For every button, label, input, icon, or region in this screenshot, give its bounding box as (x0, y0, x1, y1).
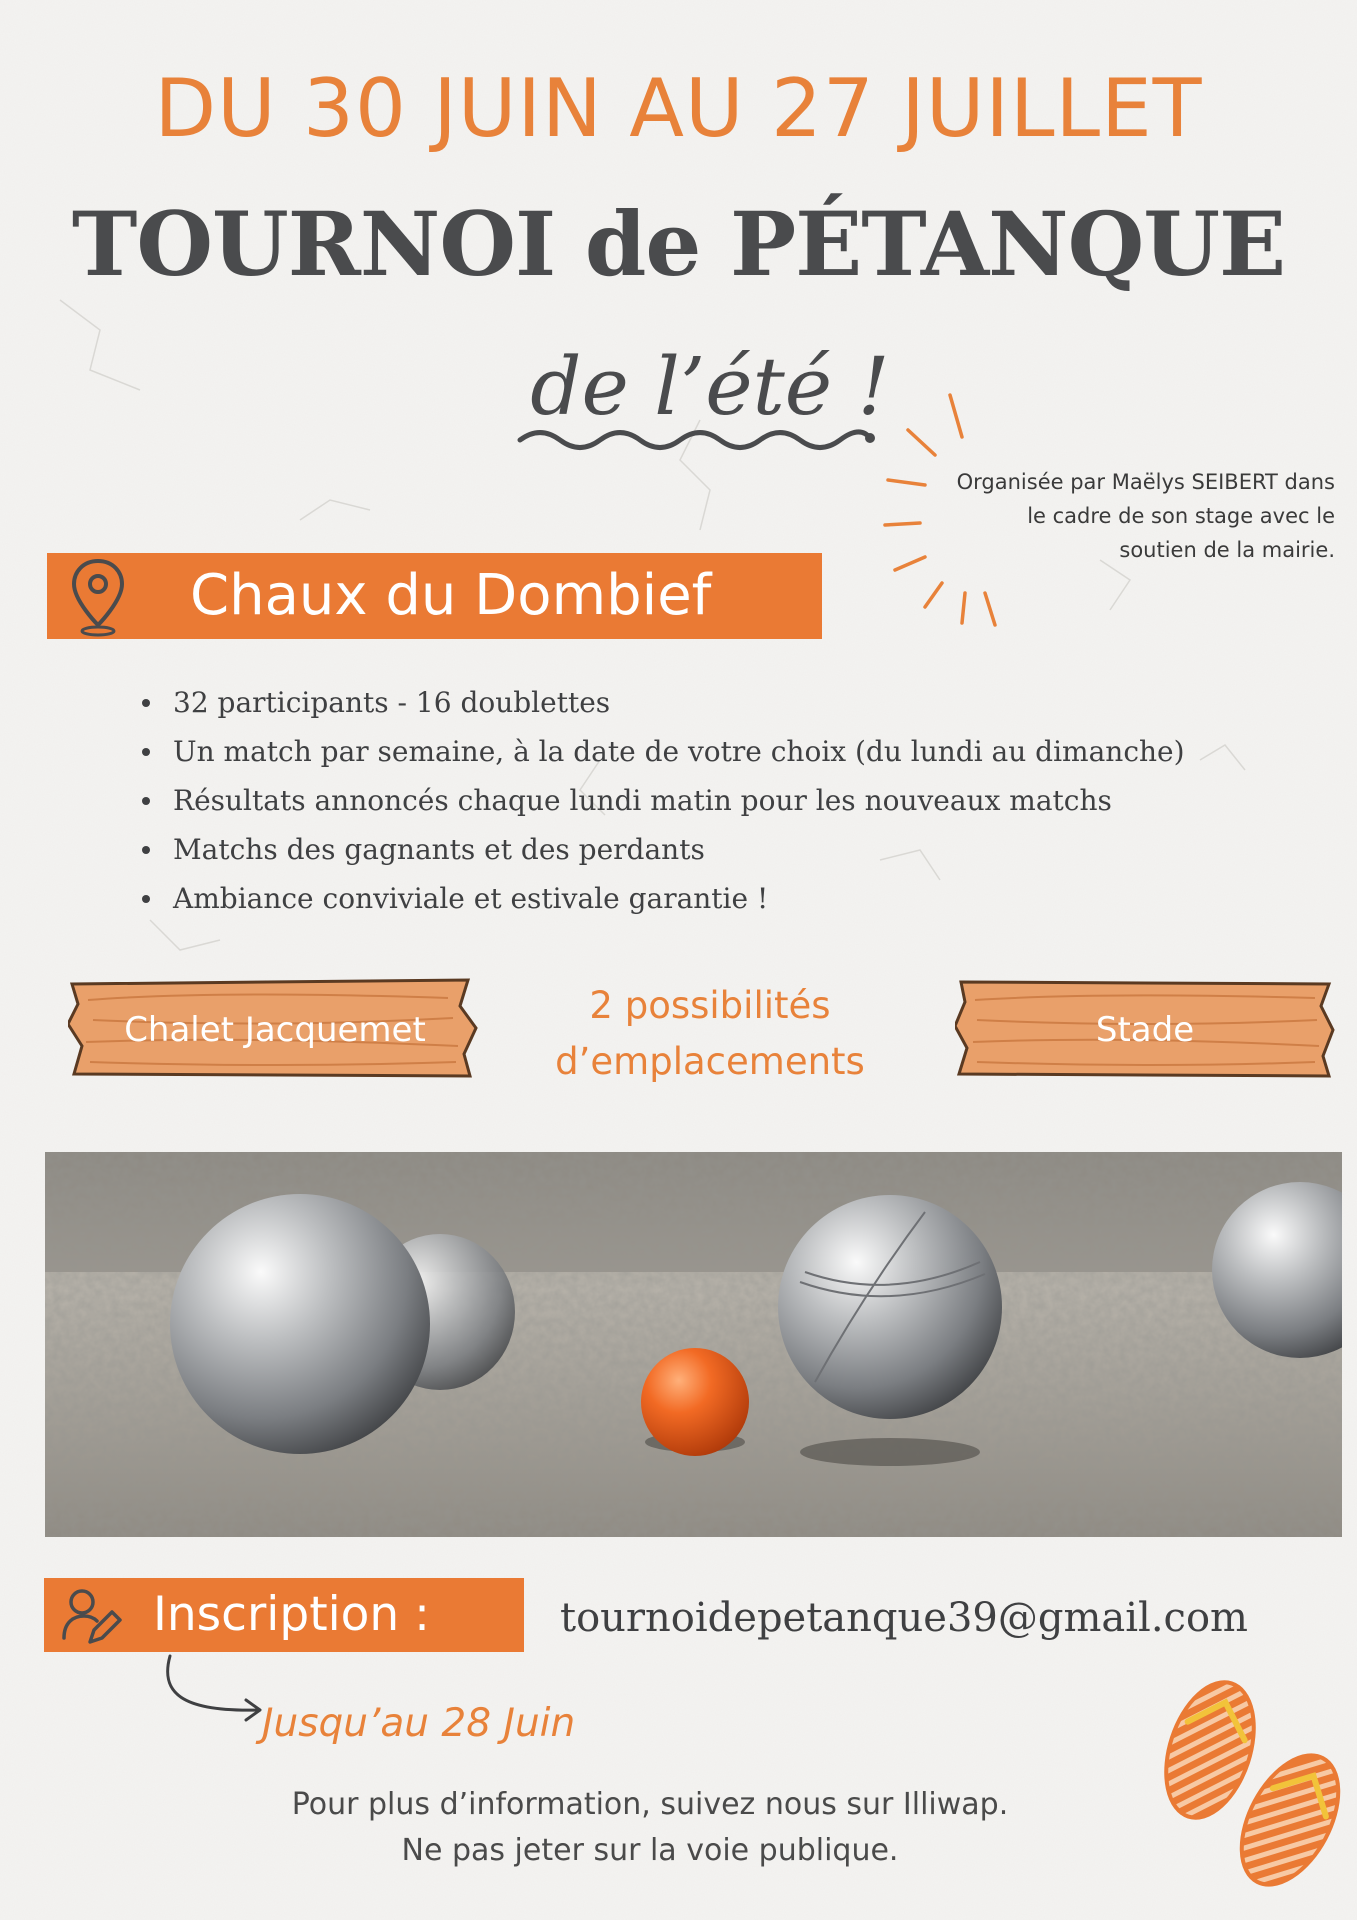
feature-item: Un match par semaine, à la date de votre choix (du lundi au dimanche) (110, 727, 1310, 776)
venues-caption (500, 978, 920, 1090)
organizer-line-3: soutien de la mairie. (1119, 538, 1335, 562)
petanque-balls-photo (45, 1152, 1342, 1537)
registration-label: Inscription : (153, 1587, 430, 1642)
organizer-note (880, 465, 1335, 567)
tournament-dates: DU 30 JUIN AU 27 JUILLET (154, 62, 1203, 155)
location-name: Chaux du Dombief (190, 563, 712, 628)
flip-flops-icon (1150, 1670, 1350, 1900)
footer-note (220, 1782, 1080, 1874)
wave-underline (515, 420, 875, 460)
organizer-line-2: le cadre de son stage avec le (1027, 504, 1335, 528)
tournament-subtitle: de l’été ! (530, 340, 890, 433)
registration-email[interactable]: tournoidepetanque39@gmail.com (560, 1595, 1248, 1641)
feature-item: Ambiance conviviale et estivale garantie ! (110, 874, 1310, 923)
user-edit-icon (60, 1584, 124, 1648)
venue-chalet-jacquemet: Chalet Jacquemet (124, 1010, 426, 1050)
footer-line-1: Pour plus d’information, suivez nous sur Illiwap. (291, 1787, 1009, 1822)
venue-stade: Stade (1095, 1010, 1195, 1050)
footer-line-2: Ne pas jeter sur la voie publique. (401, 1833, 899, 1868)
tournament-title: TOURNOI de PÉTANQUE (71, 192, 1286, 296)
registration-deadline: Jusqu’au 28 Juin (262, 1701, 576, 1746)
feature-item: Résultats annoncés chaque lundi matin pour les nouveaux matchs (110, 776, 1310, 825)
venues-caption-line-2: d’emplacements (555, 1040, 865, 1083)
venues-caption-line-1: 2 possibilités (589, 984, 831, 1027)
curved-arrow-icon (160, 1652, 270, 1732)
feature-item: 32 participants - 16 doublettes (110, 678, 1310, 727)
organizer-line-1: Organisée par Maëlys SEIBERT dans (956, 470, 1335, 494)
feature-item: Matchs des gagnants et des perdants (110, 825, 1310, 874)
feature-list (110, 678, 1310, 923)
map-pin-icon (68, 555, 128, 639)
